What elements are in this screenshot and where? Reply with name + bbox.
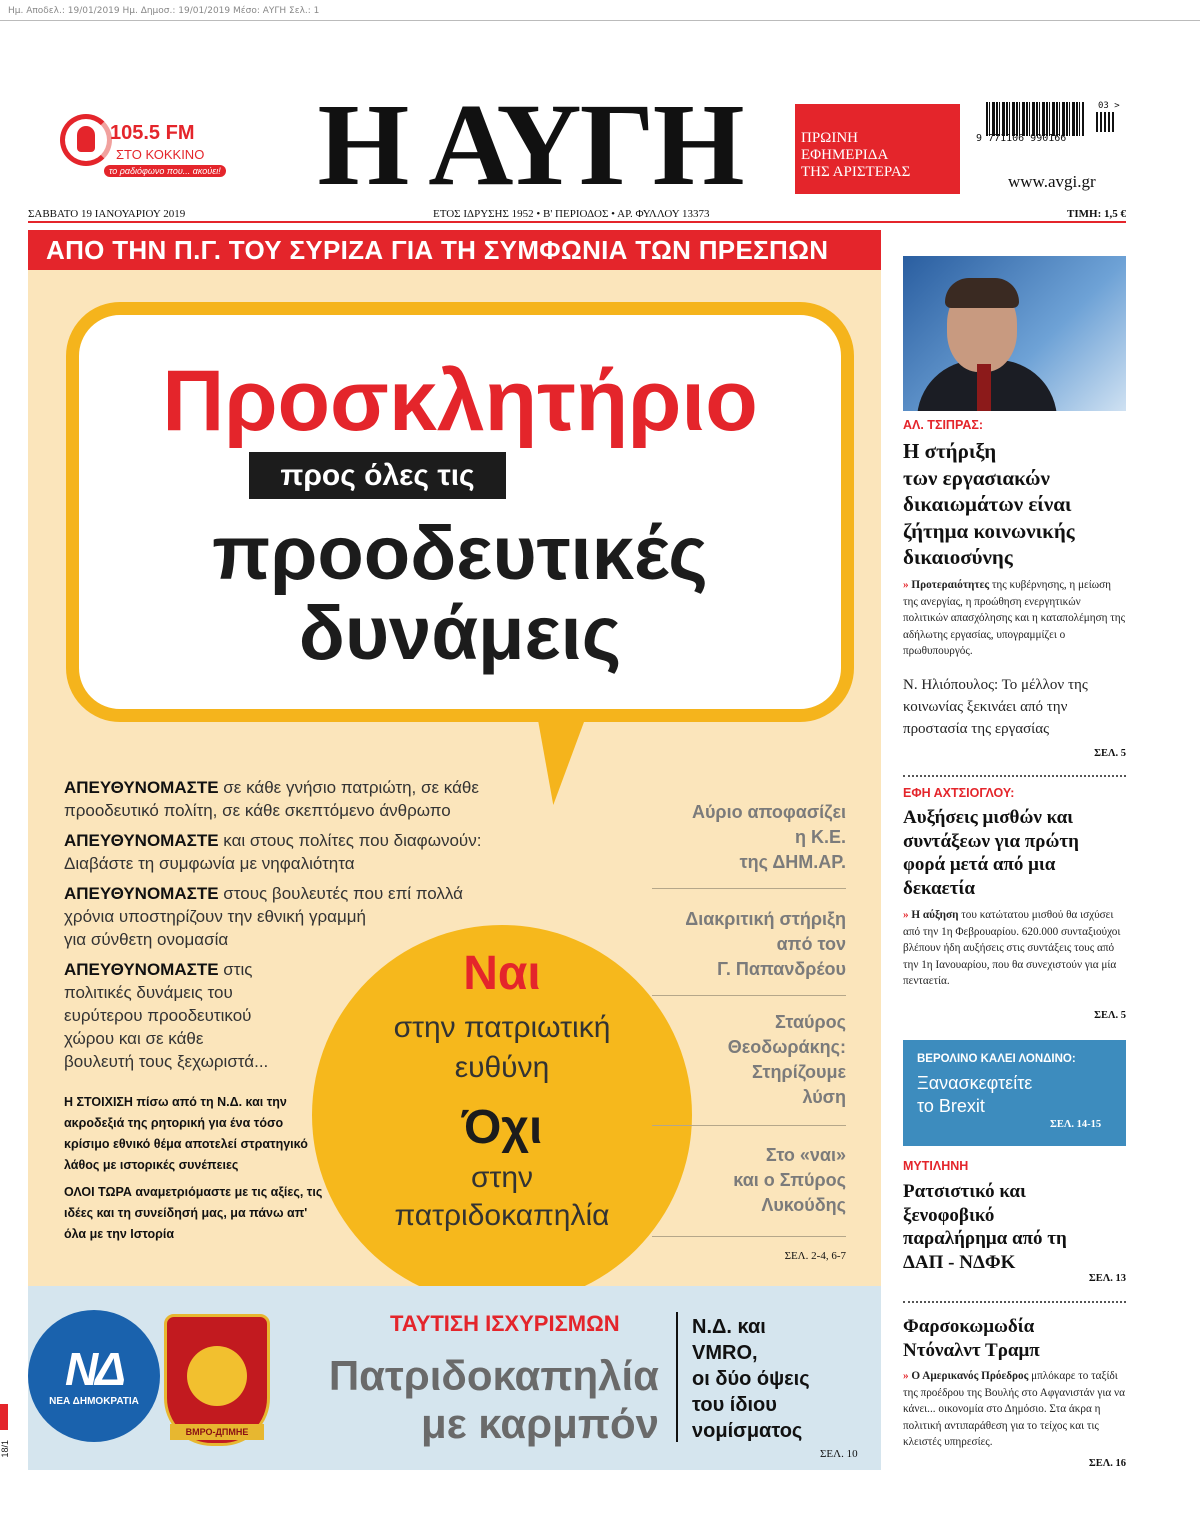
lower-headline: Πατριδοκαπηλία με καρμπόν <box>328 1352 659 1447</box>
story-kicker: ΑΛ. ΤΣΙΠΡΑΣ: <box>903 418 984 432</box>
side-divider <box>652 888 846 889</box>
radio-frequency: 105.5 FM <box>110 122 195 144</box>
page-reference: ΣΕΛ. 13 <box>1088 1273 1126 1284</box>
tsipras-photo <box>903 256 1126 411</box>
side-item: Αύριο αποφασίζει η Κ.Ε. της ΔΗΜ.ΑΡ. <box>691 802 846 872</box>
side-item: Στο «ναι» και ο Σπύρος Λυκούδης <box>733 1145 846 1215</box>
story-kicker: ΕΦΗ ΑΧΤΣΙΟΓΛΟΥ: <box>903 786 1015 800</box>
lion-icon <box>187 1346 247 1406</box>
top-rule <box>0 20 1200 21</box>
bulb-core-icon <box>77 126 95 152</box>
story-headline: Ρατσιστικό και ξενοφοβικό παραλήρημα από τη ΔΑΠ - ΝΔΦΚ <box>903 1181 1067 1273</box>
side-divider <box>652 1236 846 1237</box>
page-reference: ΣΕΛ. 5 <box>1094 748 1126 759</box>
newspaper-tagline: ΠΡΩΙΝΗ ΕΦΗΜΕΡΙΔΑ ΤΗΣ ΑΡΙΣΤΕΡΑΣ <box>795 104 960 194</box>
story-headline: Αυξήσεις μισθών και συντάξεων για πρώτη φορά μετά από μια δεκαετία <box>903 807 1079 899</box>
side-divider <box>652 1125 846 1126</box>
barcode-addon-icon <box>1096 112 1116 132</box>
story-headline: Ξανασκεφτείτε το Brexit <box>917 1073 1033 1116</box>
barcode-digits: 9 771106 990166 <box>976 133 1067 144</box>
no-word: Όχι <box>461 1101 543 1154</box>
headline-main: Προσκλητήριο <box>162 353 758 449</box>
side-divider <box>652 995 846 996</box>
vmro-logo-band: ВМРО-ДПМНЕ <box>170 1424 264 1440</box>
yes-word: Ναι <box>463 947 541 1000</box>
nd-logo-mark: ΝΔ <box>64 1343 124 1395</box>
edge-color-mark <box>0 1404 8 1430</box>
address-item: ΑΠΕΥΘΥΝΟΜΑΣΤΕ σε κάθε γνήσιο πατριώτη, σε κάθε προοδευτικό πολίτη, σε κάθε σκεπτόμενο άνθρωπο <box>64 778 479 820</box>
page-reference: ΣΕΛ. 10 <box>820 1448 858 1460</box>
editorial-note: Η ΣΤΟΙΧΙΣΗ πίσω από τη Ν.Δ. και την ακροδεξιά της ρητορική για ένα τόσο κρίσιμο εθνικό θέμα αποτελεί στρατηγικό λάθος με ιστορικές συνέπειες ΟΛΟΙ ΤΩΡΑ αναμετριόμαστε με τις αξίες, τις ιδέες και τη συνείδησή μας, μα πάνω απ' όλα με την Ιστορία <box>64 1095 323 1241</box>
no-line-1: στην <box>470 1161 534 1194</box>
story-headline: Η στήριξη των εργασιακών δικαιωμάτων είναι ζήτημα κοινωνικής δικαιοσύνης <box>903 439 1075 569</box>
nd-logo-name: ΝΕΑ ΔΗΜΟΚΡΑΤΙΑ <box>49 1396 139 1407</box>
yes-line-1: στην πατριωτική <box>393 1011 611 1044</box>
barcode-icon <box>986 102 1084 136</box>
archive-stamp: Ημ. Αποδελ.: 19/01/2019 Ημ. Δημοσ.: 19/01/2019 Μέσο: ΑΥΓΗ Σελ.: 1 <box>8 6 320 16</box>
story-body: » Ο Αμερικανός Πρόεδρος μπλόκαρε το ταξίδι της προέδρου της Βουλής στο Αφγανιστάν για να κάνει... οικονομία στο Δημόσιο. Στα άκρα η πολιτική αντιπαράθεση για το τείχος και τις κλειστές υπηρεσίες. <box>903 1370 1125 1448</box>
story-body: » Η αύξηση του κατώτατου μισθού θα ισχύσει από την 1η Φεβρουαρίου. 620.000 συνταξιούχοι βλέπουν ήδη αυξήσεις στις συντάξεις τους από την 1η Ιανουαρίου, που θα συνεχιστούν για μία πενταετία. <box>903 909 1121 987</box>
story-kicker: ΜΥΤΙΛΗΝΗ <box>903 1159 969 1173</box>
dotted-divider <box>903 1301 1126 1303</box>
page-reference: ΣΕΛ. 14-15 <box>1050 1119 1102 1130</box>
issue-date: ΣΑΒΒΑΤΟ 19 ΙΑΝΟΥΑΡΙΟΥ 2019 <box>28 208 186 220</box>
headline-sub: προοδευτικές δυνάμεις <box>212 511 708 676</box>
headline-connector: προς όλες τις <box>249 452 506 499</box>
issue-number: ΕΤΟΣ ΙΔΡΥΣΗΣ 1952 • Β' ΠΕΡΙΟΔΟΣ • ΑΡ. ΦΥΛΛΟΥ 13373 <box>433 208 710 220</box>
radio-tagline: το ραδιόφωνο που... ακούει! <box>104 165 226 177</box>
story-body: » Προτεραιότητες της κυβέρνησης, η μείωση της ανεργίας, η προώθηση ενεργητικών πολιτικών απασχόλησης και η καταπολέμηση της αδήλωτης εργασίας, υπογραμμίζει ο πρωθυπουργός. <box>903 579 1126 657</box>
radio-name: ΣΤΟ ΚΟΚΚΙΝΟ <box>116 147 205 162</box>
page-reference: ΣΕΛ. 16 <box>1088 1458 1126 1469</box>
main-banner: ΑΠΟ ΤΗΝ Π.Γ. ΤΟΥ ΣΥΡΙΖΑ ΓΙΑ ΤΗ ΣΥΜΦΩΝΙΑ ΤΩΝ ΠΡΕΣΠΩΝ <box>28 230 881 270</box>
newspaper-title: Η ΑΥΓΗ <box>317 79 743 210</box>
website-url: www.avgi.gr <box>1008 172 1096 191</box>
issue-price: ΤΙΜΗ: 1,5 € <box>1067 208 1126 220</box>
lower-divider <box>676 1312 678 1442</box>
side-item: Σταύρος Θεοδωράκης: Στηρίζουμε λύση <box>727 1012 846 1107</box>
story-headline: Φαρσοκωμωδία Ντόναλντ Τραμπ <box>903 1316 1040 1361</box>
barcode-issue: 03 > <box>1098 101 1120 111</box>
no-line-2: πατριδοκαπηλία <box>394 1199 610 1232</box>
page-reference: ΣΕΛ. 5 <box>1094 1010 1126 1021</box>
address-item: ΑΠΕΥΘΥΝΟΜΑΣΤΕ στις πολιτικές δυνάμεις του ευρύτερου προοδευτικού χώρου και σε κάθε βουλευτή τους ξεχωριστά... <box>64 960 269 1071</box>
page-mark: 18/1 <box>0 1440 10 1458</box>
address-item: ΑΠΕΥΘΥΝΟΜΑΣΤΕ και στους πολίτες που διαφωνούν: Διαβάστε τη συμφωνία με νηφαλιότητα <box>64 831 482 873</box>
page-reference: ΣΕΛ. 2-4, 6-7 <box>784 1250 846 1262</box>
yes-line-2: ευθύνη <box>454 1051 550 1084</box>
dotted-divider <box>903 775 1126 777</box>
story-kicker: ΒΕΡΟΛΙΝΟ ΚΑΛΕΙ ΛΟΝΔΙΝΟ: <box>917 1053 1076 1065</box>
lower-side-text: Ν.Δ. και VMRO, οι δύο όψεις του ίδιου νομίσματος <box>692 1316 810 1442</box>
story-subhead: Ν. Ηλιόπουλος: Το μέλλον της κοινωνίας ξεκινάει από την προστασία της εργασίας <box>903 677 1088 737</box>
lower-kicker: ΤΑΥΤΙΣΗ ΙΣΧΥΡΙΣΜΩΝ <box>390 1311 620 1336</box>
dateline <box>28 207 1126 223</box>
side-item: Διακριτική στήριξη από τον Γ. Παπανδρέου <box>685 909 846 979</box>
address-item: ΑΠΕΥΘΥΝΟΜΑΣΤΕ στους βουλευτές που επί πολλά χρόνια υποστηρίζουν την εθνική γραμμή για σύνθετη ονομασία <box>64 884 463 949</box>
